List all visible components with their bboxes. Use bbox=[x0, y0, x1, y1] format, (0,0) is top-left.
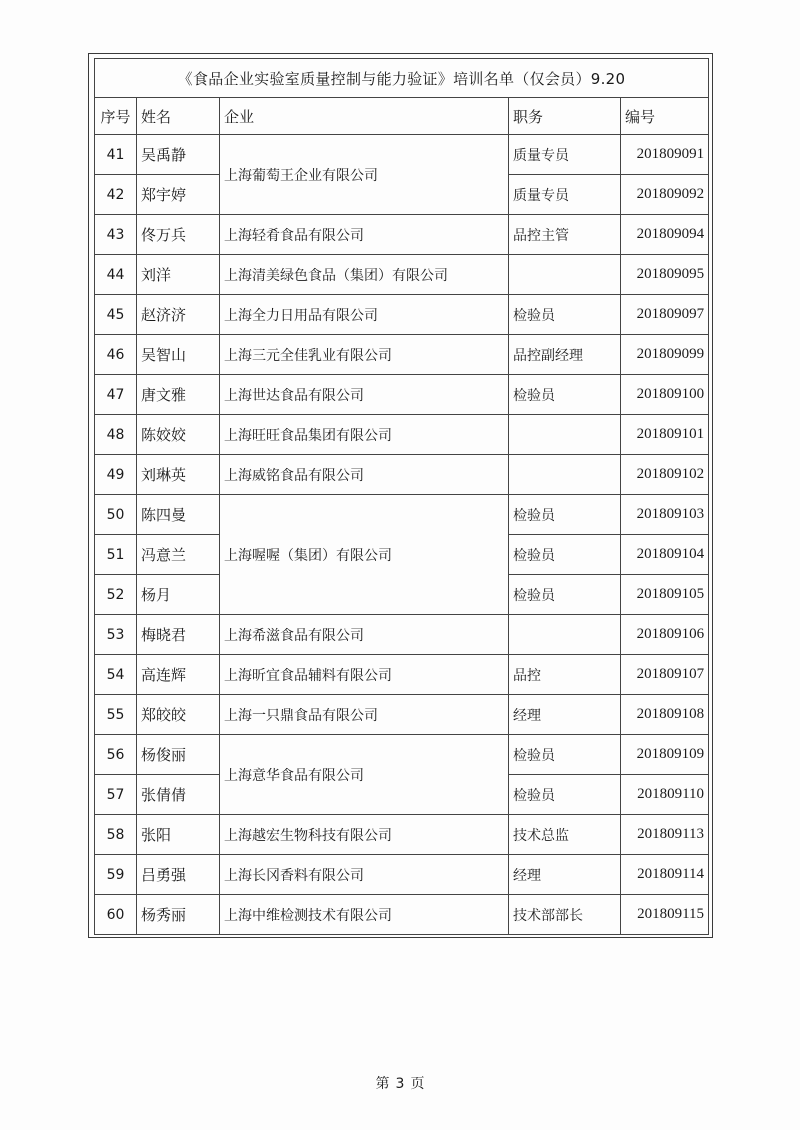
job-title: 检验员 bbox=[509, 775, 621, 815]
company-name: 上海三元全佳乳业有限公司 bbox=[220, 335, 509, 375]
table-row bbox=[95, 415, 709, 455]
header-company: 企业 bbox=[220, 98, 509, 135]
registration-code: 201809101 bbox=[621, 415, 709, 455]
job-title: 检验员 bbox=[509, 535, 621, 575]
row-number: 60 bbox=[95, 895, 137, 935]
registration-code: 201809106 bbox=[621, 615, 709, 655]
table-row bbox=[95, 455, 709, 495]
row-number: 48 bbox=[95, 415, 137, 455]
row-number: 52 bbox=[95, 575, 137, 615]
table-row bbox=[95, 215, 709, 255]
job-title: 检验员 bbox=[509, 375, 621, 415]
job-title: 品控主管 bbox=[509, 215, 621, 255]
registration-code: 201809113 bbox=[621, 815, 709, 855]
table-row bbox=[95, 335, 709, 375]
registration-code: 201809114 bbox=[621, 855, 709, 895]
company-name: 上海喔喔（集团）有限公司 bbox=[220, 495, 509, 615]
job-title: 检验员 bbox=[509, 575, 621, 615]
table-row bbox=[95, 255, 709, 295]
header-row bbox=[95, 98, 709, 135]
person-name: 佟万兵 bbox=[137, 215, 220, 255]
person-name: 杨俊丽 bbox=[137, 735, 220, 775]
row-number: 47 bbox=[95, 375, 137, 415]
header-name: 姓名 bbox=[137, 98, 220, 135]
company-name: 上海清美绿色食品（集团）有限公司 bbox=[220, 255, 509, 295]
page-footer bbox=[0, 1073, 800, 1093]
registration-code: 201809091 bbox=[621, 135, 709, 175]
footer-prefix: 第 bbox=[375, 1076, 390, 1092]
job-title: 检验员 bbox=[509, 295, 621, 335]
registration-code: 201809092 bbox=[621, 175, 709, 215]
table-row bbox=[95, 695, 709, 735]
job-title: 质量专员 bbox=[509, 175, 621, 215]
registration-code: 201809097 bbox=[621, 295, 709, 335]
table-row bbox=[95, 495, 709, 535]
registration-code: 201809099 bbox=[621, 335, 709, 375]
table-row bbox=[95, 615, 709, 655]
company-name: 上海轻肴食品有限公司 bbox=[220, 215, 509, 255]
person-name: 唐文雅 bbox=[137, 375, 220, 415]
header-code: 编号 bbox=[621, 98, 709, 135]
job-title bbox=[509, 455, 621, 495]
registration-code: 201809103 bbox=[621, 495, 709, 535]
company-name: 上海越宏生物科技有限公司 bbox=[220, 815, 509, 855]
registration-code: 201809109 bbox=[621, 735, 709, 775]
job-title: 经理 bbox=[509, 695, 621, 735]
registration-code: 201809100 bbox=[621, 375, 709, 415]
job-title: 技术总监 bbox=[509, 815, 621, 855]
person-name: 赵济济 bbox=[137, 295, 220, 335]
registration-code: 201809104 bbox=[621, 535, 709, 575]
row-number: 55 bbox=[95, 695, 137, 735]
person-name: 刘洋 bbox=[137, 255, 220, 295]
row-number: 57 bbox=[95, 775, 137, 815]
table-row bbox=[95, 655, 709, 695]
registration-code: 201809108 bbox=[621, 695, 709, 735]
row-number: 49 bbox=[95, 455, 137, 495]
row-number: 59 bbox=[95, 855, 137, 895]
row-number: 54 bbox=[95, 655, 137, 695]
person-name: 杨秀丽 bbox=[137, 895, 220, 935]
person-name: 张倩倩 bbox=[137, 775, 220, 815]
person-name: 高连辉 bbox=[137, 655, 220, 695]
person-name: 刘琳英 bbox=[137, 455, 220, 495]
job-title: 检验员 bbox=[509, 495, 621, 535]
row-number: 56 bbox=[95, 735, 137, 775]
registration-code: 201809102 bbox=[621, 455, 709, 495]
job-title bbox=[509, 415, 621, 455]
company-name: 上海希滋食品有限公司 bbox=[220, 615, 509, 655]
person-name: 杨月 bbox=[137, 575, 220, 615]
table-row bbox=[95, 375, 709, 415]
registration-code: 201809110 bbox=[621, 775, 709, 815]
footer-suffix: 页 bbox=[410, 1076, 425, 1092]
row-number: 44 bbox=[95, 255, 137, 295]
company-name: 上海威铭食品有限公司 bbox=[220, 455, 509, 495]
row-number: 43 bbox=[95, 215, 137, 255]
company-name: 上海全力日用品有限公司 bbox=[220, 295, 509, 335]
roster-table bbox=[94, 58, 709, 935]
header-title: 职务 bbox=[509, 98, 621, 135]
job-title: 经理 bbox=[509, 855, 621, 895]
page-number: 3 bbox=[395, 1076, 405, 1092]
row-number: 50 bbox=[95, 495, 137, 535]
table-row bbox=[95, 855, 709, 895]
person-name: 吕勇强 bbox=[137, 855, 220, 895]
job-title: 技术部部长 bbox=[509, 895, 621, 935]
company-name: 上海中维检测技术有限公司 bbox=[220, 895, 509, 935]
company-name: 上海旺旺食品集团有限公司 bbox=[220, 415, 509, 455]
table-row bbox=[95, 815, 709, 855]
job-title: 检验员 bbox=[509, 735, 621, 775]
company-name: 上海意华食品有限公司 bbox=[220, 735, 509, 815]
row-number: 46 bbox=[95, 335, 137, 375]
row-number: 53 bbox=[95, 615, 137, 655]
person-name: 张阳 bbox=[137, 815, 220, 855]
company-name: 上海一只鼎食品有限公司 bbox=[220, 695, 509, 735]
company-name: 上海葡萄王企业有限公司 bbox=[220, 135, 509, 215]
registration-code: 201809115 bbox=[621, 895, 709, 935]
job-title: 质量专员 bbox=[509, 135, 621, 175]
registration-code: 201809107 bbox=[621, 655, 709, 695]
row-number: 51 bbox=[95, 535, 137, 575]
row-number: 41 bbox=[95, 135, 137, 175]
person-name: 梅晓君 bbox=[137, 615, 220, 655]
company-name: 上海世达食品有限公司 bbox=[220, 375, 509, 415]
registration-code: 201809095 bbox=[621, 255, 709, 295]
title-row bbox=[95, 59, 709, 98]
company-name: 上海昕宜食品辅料有限公司 bbox=[220, 655, 509, 695]
table-row bbox=[95, 895, 709, 935]
company-name: 上海长冈香料有限公司 bbox=[220, 855, 509, 895]
job-title bbox=[509, 615, 621, 655]
header-no: 序号 bbox=[95, 98, 137, 135]
row-number: 45 bbox=[95, 295, 137, 335]
person-name: 陈四曼 bbox=[137, 495, 220, 535]
job-title: 品控副经理 bbox=[509, 335, 621, 375]
job-title bbox=[509, 255, 621, 295]
registration-code: 201809105 bbox=[621, 575, 709, 615]
person-name: 陈姣姣 bbox=[137, 415, 220, 455]
person-name: 吴禹静 bbox=[137, 135, 220, 175]
table-row bbox=[95, 735, 709, 775]
person-name: 吴智山 bbox=[137, 335, 220, 375]
person-name: 冯意兰 bbox=[137, 535, 220, 575]
row-number: 42 bbox=[95, 175, 137, 215]
person-name: 郑皎皎 bbox=[137, 695, 220, 735]
row-number: 58 bbox=[95, 815, 137, 855]
table-row bbox=[95, 295, 709, 335]
job-title: 品控 bbox=[509, 655, 621, 695]
person-name: 郑宇婷 bbox=[137, 175, 220, 215]
registration-code: 201809094 bbox=[621, 215, 709, 255]
document-title: 《食品企业实验室质量控制与能力验证》培训名单（仅会员）9.20 bbox=[95, 59, 709, 98]
table-row bbox=[95, 135, 709, 175]
